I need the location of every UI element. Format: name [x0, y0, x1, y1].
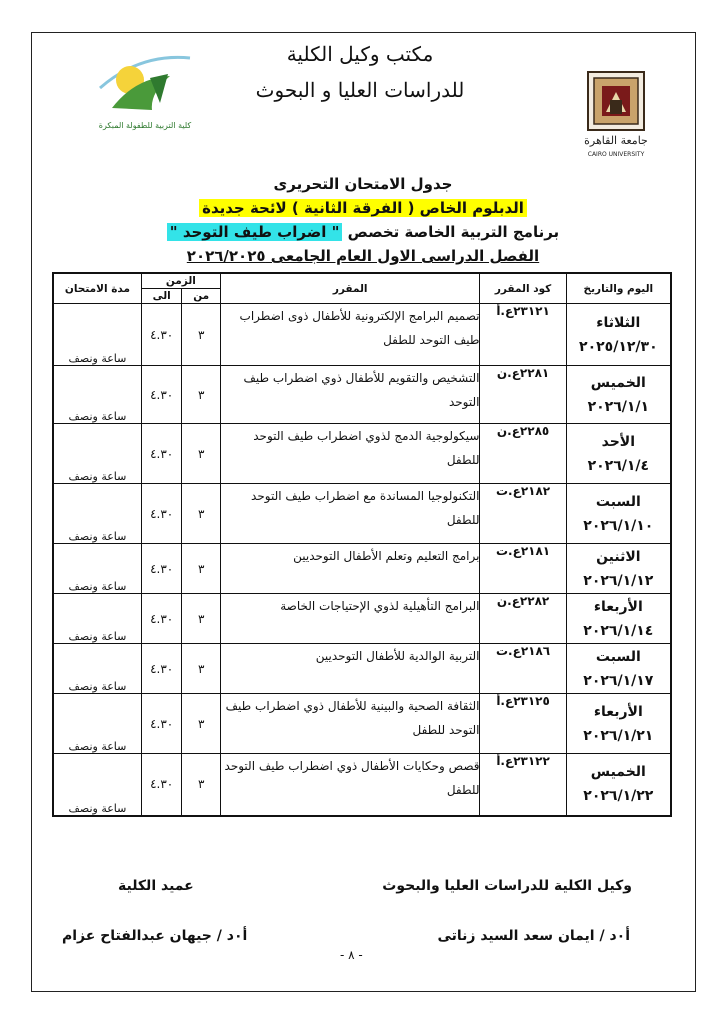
logo-caption-en: CAIRO UNIVERSITY — [587, 151, 645, 158]
exam-date: ٢٠٢٦/١/٤ — [587, 457, 650, 474]
table-row — [53, 544, 671, 594]
document-titles — [0, 172, 726, 268]
time-to: ٤.٣٠ — [141, 644, 182, 694]
exam-duration: ساعة ونصف — [53, 594, 141, 644]
exam-schedule-title: جدول الامتحان التحريرى — [273, 175, 453, 193]
course-name: برامج التعليم وتعلم الأطفال التوحديين — [220, 544, 480, 594]
time-to: ٤.٣٠ — [141, 366, 182, 424]
exam-date: ٢٠٢٦/١/١٤ — [583, 622, 654, 639]
course-name: التشخيص والتقويم للأطفال ذوي اضطراب طيف التوحد — [220, 366, 480, 424]
vice-dean-name: أ٠د / ايمان سعد السيد زناتى — [437, 928, 630, 944]
header-code: كود المقرر — [480, 273, 566, 304]
exam-date: ٢٠٢٦/١/١٧ — [583, 672, 654, 689]
day-name: السبت — [595, 648, 641, 665]
course-name: التكنولوجيا المساندة مع اضطراب طيف التوحد للطفل — [220, 484, 480, 544]
exam-date: ٢٠٢٦/١/١٠ — [583, 517, 654, 534]
course-code: ٢١٨٦ع.ت — [480, 644, 566, 694]
time-to: ٤.٣٠ — [141, 694, 182, 754]
course-code: ٢١٨١ع.ت — [480, 544, 566, 594]
date-cell — [566, 754, 671, 816]
exam-date: ٢٠٢٦/١/١ — [587, 398, 650, 415]
day-name: الاثنين — [596, 548, 641, 565]
time-to: ٤.٣٠ — [141, 424, 182, 484]
header-date: اليوم والتاريخ — [566, 273, 671, 304]
specialization-highlight: " اضراب طيف التوحد " — [167, 223, 343, 241]
table-row — [53, 304, 671, 366]
time-to: ٤.٣٠ — [141, 304, 182, 366]
table-row — [53, 484, 671, 544]
exam-date: ٢٠٢٥/١٢/٣٠ — [579, 338, 658, 355]
header-duration: مدة الامتحان — [53, 273, 141, 304]
date-cell — [566, 304, 671, 366]
time-from: ٣ — [182, 594, 220, 644]
date-cell — [566, 694, 671, 754]
exam-duration: ساعة ونصف — [53, 484, 141, 544]
exam-duration: ساعة ونصف — [53, 544, 141, 594]
exam-duration: ساعة ونصف — [53, 366, 141, 424]
dean-name: أ٠د / جيهان عبدالفتاح عزام — [62, 928, 248, 944]
header-to: الى — [141, 289, 182, 304]
course-code: ٢١٨٢ع.ت — [480, 484, 566, 544]
date-cell — [566, 644, 671, 694]
header-from: من — [182, 289, 220, 304]
program-prefix: برنامج التربية الخاصة تخصص — [347, 223, 560, 241]
date-cell — [566, 594, 671, 644]
course-name: تصميم البرامج الإلكترونية للأطفال ذوى اضطراب طيف التوحد للطفل — [220, 304, 480, 366]
table-row — [53, 694, 671, 754]
course-name: قصص وحكايات الأطفال ذوي اضطراب طيف التوحد للطفل — [220, 754, 480, 816]
exam-duration: ساعة ونصف — [53, 424, 141, 484]
day-name: الخميس — [590, 764, 646, 781]
table-row — [53, 644, 671, 694]
semester-title: الفصل الدراسى الاول العام الجامعى ٢٠٢٦/٢٠٢٥ — [186, 247, 540, 265]
time-to: ٤.٣٠ — [141, 544, 182, 594]
date-cell — [566, 424, 671, 484]
course-code: ٢٢٨٢ع.ن — [480, 594, 566, 644]
course-name: التربية الوالدية للأطفال التوحديين — [220, 644, 480, 694]
header-course: المقرر — [220, 273, 480, 304]
faculty-logo-caption: كلية التربية للطفولة المبكرة — [98, 121, 192, 130]
course-code: ٢٣١٢١ع.أ — [480, 304, 566, 366]
day-name: السبت — [595, 493, 641, 510]
table-row — [53, 754, 671, 816]
office-title — [240, 36, 480, 108]
program-title — [0, 220, 726, 244]
day-name: الأربعاء — [593, 598, 643, 615]
course-code: ٢٢٨١ع.ن — [480, 366, 566, 424]
date-cell — [566, 544, 671, 594]
exam-duration: ساعة ونصف — [53, 694, 141, 754]
page-number: - ٨ - — [340, 948, 363, 962]
day-name: الخميس — [590, 374, 646, 391]
course-code: ٢٣١٢٥ع.أ — [480, 694, 566, 754]
cairo-university-logo — [580, 68, 652, 180]
office-title-line1: مكتب وكيل الكلية — [286, 42, 434, 66]
time-from: ٣ — [182, 366, 220, 424]
faculty-logo — [90, 48, 200, 148]
time-from: ٣ — [182, 304, 220, 366]
day-name: الثلاثاء — [596, 314, 641, 331]
exam-date: ٢٠٢٦/١/٢١ — [583, 727, 654, 744]
header-time: الزمن — [141, 273, 220, 289]
course-code: ٢٢٨٥ع.ن — [480, 424, 566, 484]
logo-caption-ar: جامعة القاهرة — [584, 134, 648, 147]
exam-schedule-table — [52, 272, 672, 817]
exam-date: ٢٠٢٦/١/٢٢ — [583, 788, 654, 805]
exam-duration: ساعة ونصف — [53, 304, 141, 366]
time-from: ٣ — [182, 694, 220, 754]
day-name: الأربعاء — [593, 703, 643, 720]
diploma-title: الدبلوم الخاص ( الفرقة الثانية ) لائحة جديدة — [199, 199, 527, 217]
course-name: الثقافة الصحية والبينية للأطفال ذوي اضطراب طيف التوحد للطفل — [220, 694, 480, 754]
time-to: ٤.٣٠ — [141, 484, 182, 544]
time-from: ٣ — [182, 424, 220, 484]
table-row — [53, 424, 671, 484]
vice-dean-title: وكيل الكلية للدراسات العليا والبحوث — [382, 878, 632, 894]
day-name: الأحد — [601, 433, 636, 450]
table-row — [53, 594, 671, 644]
time-from: ٣ — [182, 544, 220, 594]
time-to: ٤.٣٠ — [141, 594, 182, 644]
time-from: ٣ — [182, 484, 220, 544]
office-title-line2: للدراسات العليا و البحوث — [255, 78, 465, 102]
date-cell — [566, 484, 671, 544]
dean-title: عميد الكلية — [118, 878, 194, 894]
course-name: البرامج التأهيلية لذوي الإحتياجات الخاصة — [220, 594, 480, 644]
time-from: ٣ — [182, 754, 220, 816]
time-from: ٣ — [182, 644, 220, 694]
course-name: سيكولوجية الدمج لذوي اضطراب طيف التوحد للطفل — [220, 424, 480, 484]
exam-duration: ساعة ونصف — [53, 754, 141, 816]
exam-date: ٢٠٢٦/١/١٢ — [583, 572, 654, 589]
exam-duration: ساعة ونصف — [53, 644, 141, 694]
course-code: ٢٣١٢٢ع.أ — [480, 754, 566, 816]
table-row — [53, 366, 671, 424]
date-cell — [566, 366, 671, 424]
time-to: ٤.٣٠ — [141, 754, 182, 816]
